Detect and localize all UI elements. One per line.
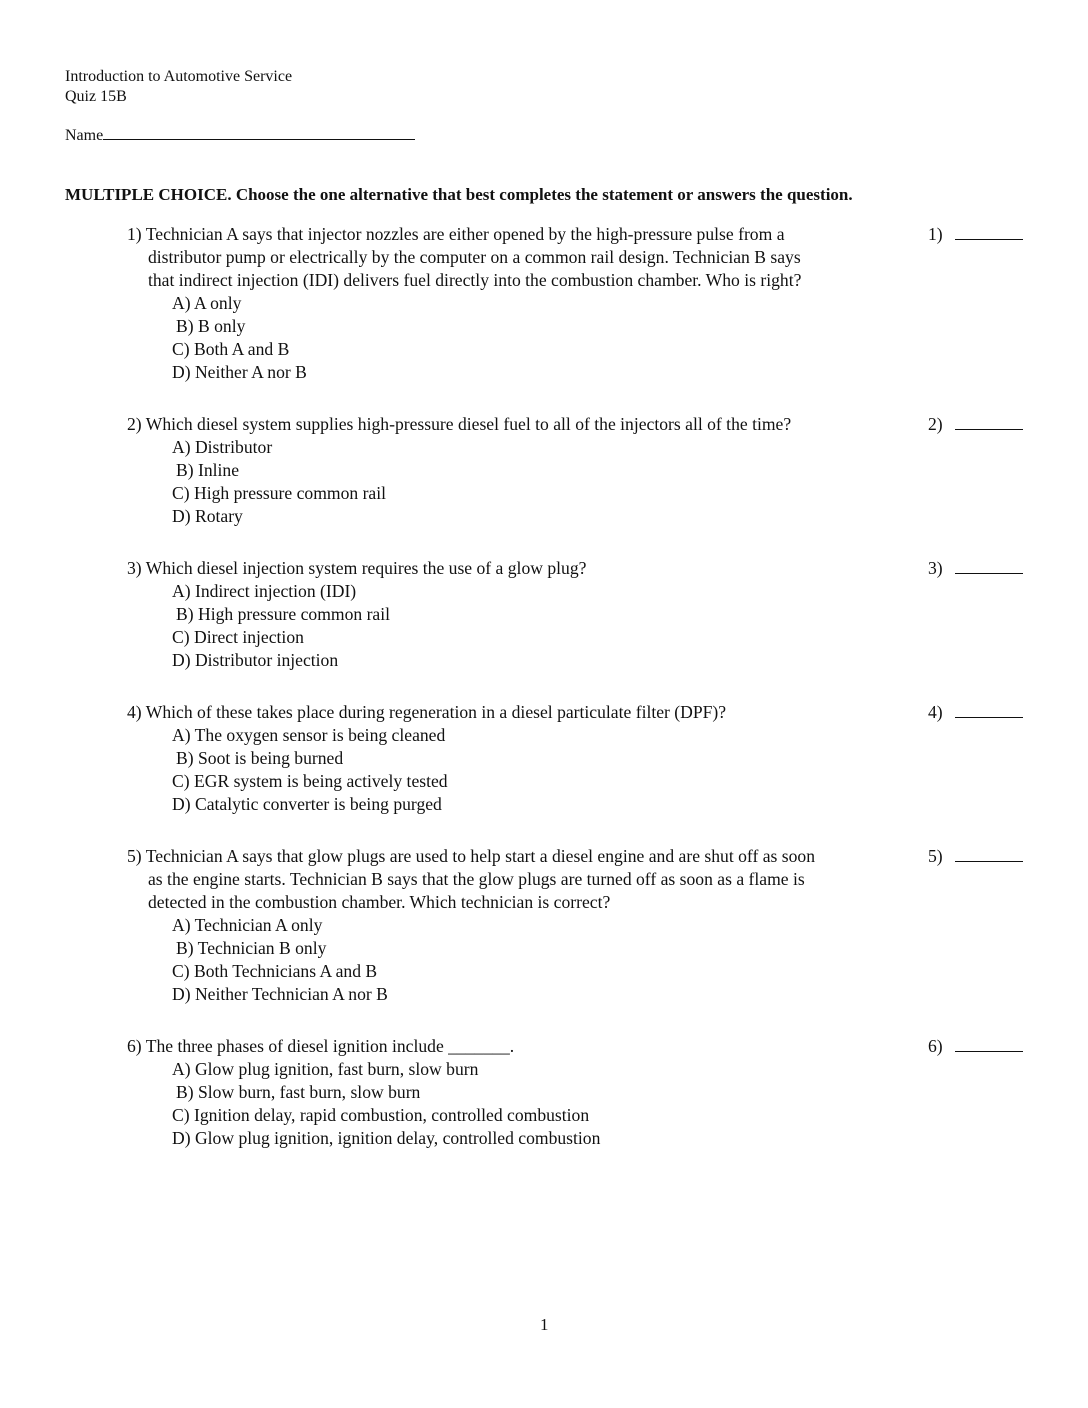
section-heading: MULTIPLE CHOICE. Choose the one alternative that best completes the statement or answers the question. [65,185,853,204]
answer-option: B) Slow burn, fast burn, slow burn [176,1082,421,1102]
answer-number: 4) [928,702,943,722]
answer-blank [955,1041,1023,1052]
answer-number: 2) [928,414,943,434]
answer-option: C) EGR system is being actively tested [172,771,448,791]
answer-option: B) High pressure common rail [176,604,391,624]
answer-option: C) Ignition delay, rapid combustion, controlled combustion [172,1105,590,1125]
answer-number: 6) [928,1036,943,1056]
question-2 [127,413,791,528]
answer-option: A) The oxygen sensor is being cleaned [172,725,446,745]
answer-option: C) High pressure common rail [172,483,387,503]
answer-slot [928,413,1023,436]
answer-slot [928,845,1023,868]
answer-slot [928,223,1023,246]
question-1 [127,223,801,384]
answer-blank [955,229,1023,240]
answer-number: 3) [928,558,943,578]
question-text-line: 2) Which diesel system supplies high-pressure diesel fuel to all of the injectors all of the time? [127,414,792,434]
course-title: Introduction to Automotive Service [65,68,293,85]
answer-option: B) Inline [176,460,240,480]
question-6 [127,1035,600,1150]
answer-option: D) Distributor injection [172,650,339,670]
question-text-line: as the engine starts. Technician B says that the glow plugs are turned off as soon as a flame is [148,869,805,889]
name-label: Name [65,127,104,144]
answer-option: C) Both Technicians A and B [172,961,378,981]
answer-number: 1) [928,224,943,244]
answer-blank [955,707,1023,718]
answer-option: B) Technician B only [176,938,327,958]
answer-option: B) B only [176,316,246,336]
question-5 [127,845,815,1006]
question-text-line: 1) Technician A says that injector nozzles are either opened by the high-pressure pulse from a [127,224,785,244]
question-text-line: detected in the combustion chamber. Which technician is correct? [148,892,611,912]
answer-option: C) Both A and B [172,339,290,359]
answer-blank [955,563,1023,574]
answer-option: B) Soot is being burned [176,748,344,768]
answer-slot [928,701,1023,724]
answer-option: D) Catalytic converter is being purged [172,794,442,814]
answer-option: A) Glow plug ignition, fast burn, slow burn [172,1059,479,1079]
name-field [65,125,415,146]
page-number: 1 [540,1315,549,1334]
answer-blank [955,851,1023,862]
answer-number: 5) [928,846,943,866]
name-blank [103,125,415,140]
answer-blank [955,419,1023,430]
question-text-line: 4) Which of these takes place during regeneration in a diesel particulate filter (DPF)? [127,702,727,722]
question-3 [127,557,586,672]
question-text-line: distributor pump or electrically by the computer on a common rail design. Technician B says [148,247,801,267]
question-text-line: 6) The three phases of diesel ignition include _______. [127,1036,515,1056]
answer-slot [928,557,1023,580]
answer-option: A) A only [172,293,242,313]
answer-option: D) Glow plug ignition, ignition delay, controlled combustion [172,1128,601,1148]
question-text-line: 3) Which diesel injection system requires the use of a glow plug? [127,558,587,578]
answer-option: A) Indirect injection (IDI) [172,581,357,601]
answer-option: D) Neither Technician A nor B [172,984,388,1004]
answer-slot [928,1035,1023,1058]
answer-option: A) Distributor [172,437,273,457]
answer-option: D) Neither A nor B [172,362,307,382]
answer-option: D) Rotary [172,506,243,526]
answer-option: C) Direct injection [172,627,304,647]
question-4 [127,701,726,816]
question-text-line: 5) Technician A says that glow plugs are used to help start a diesel engine and are shut off as soon [127,846,816,866]
answer-option: A) Technician A only [172,915,323,935]
question-text-line: that indirect injection (IDI) delivers fuel directly into the combustion chamber. Who is right? [148,270,802,290]
quiz-title: Quiz 15B [65,88,127,105]
